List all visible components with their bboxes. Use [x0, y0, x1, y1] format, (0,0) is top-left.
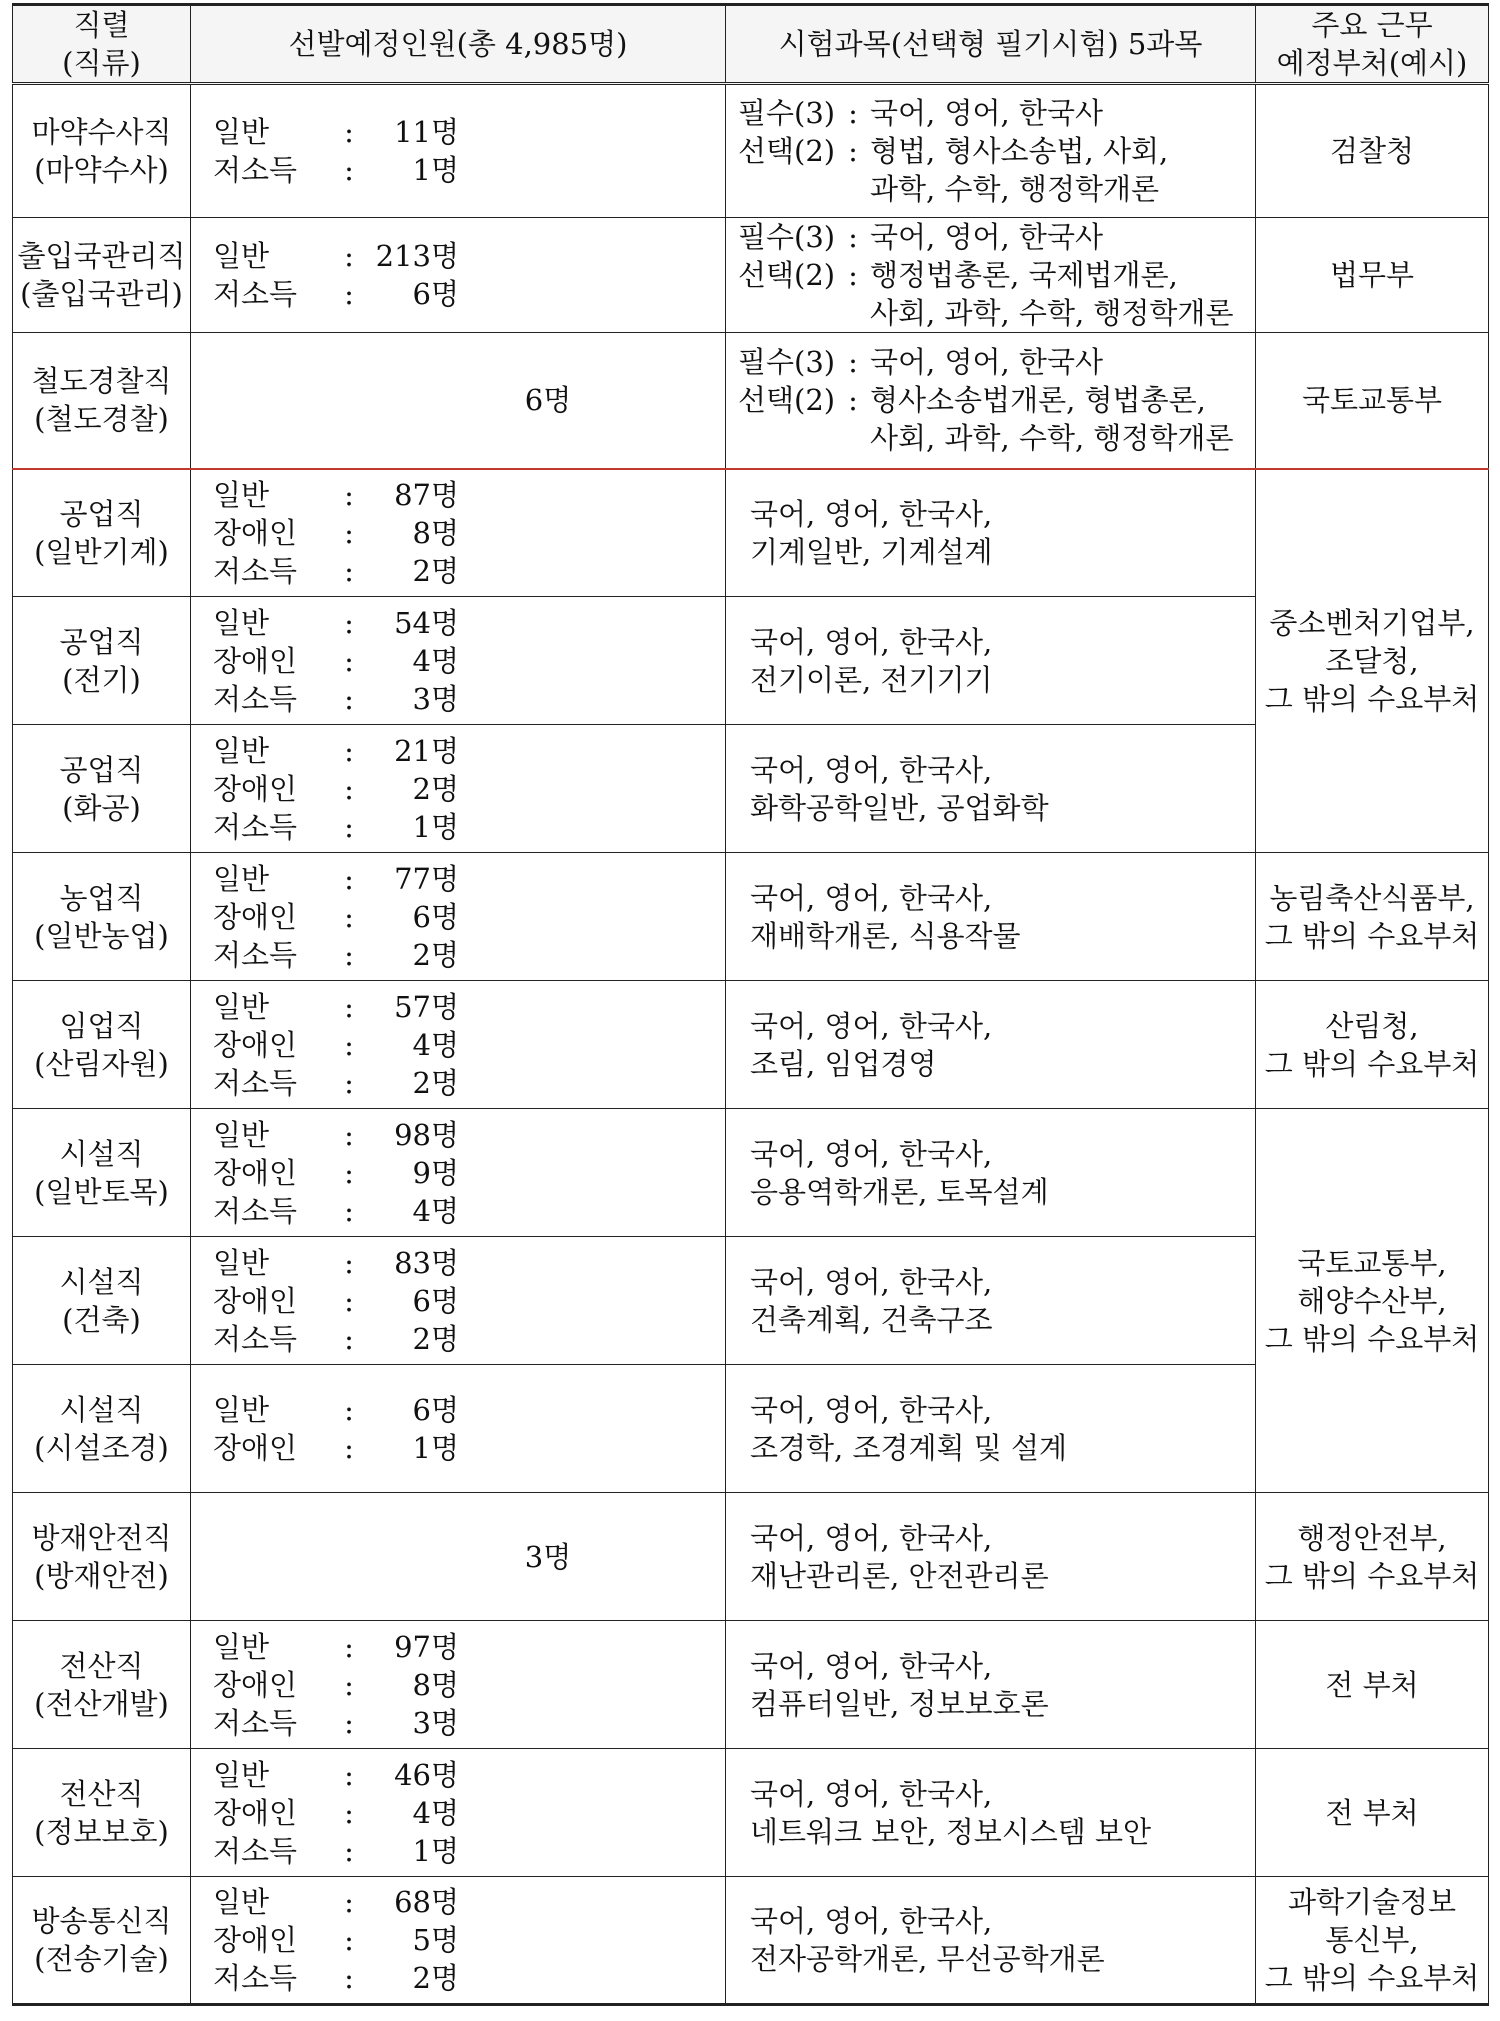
quota-lowincome: 저소득 : 3명 — [213, 681, 459, 716]
quota-cell — [191, 981, 726, 1109]
job-cell — [13, 981, 191, 1109]
job-cell — [13, 1877, 191, 2005]
subjects-line: 전기이론, 전기기기 — [750, 662, 993, 697]
table-row — [13, 218, 1489, 333]
subjects-line: 재배학개론, 식용작물 — [750, 918, 1021, 953]
subjects-line: 국어, 영어, 한국사, — [750, 496, 993, 531]
dept-line: 법무부 — [1329, 258, 1415, 292]
quota-lowincome: 저소득 : 1명 — [213, 153, 459, 187]
quota-general: 일반 : 213명 — [213, 239, 459, 273]
dept-line: 국토교통부 — [1301, 383, 1443, 418]
dept-line: 그 밖의 수요부처 — [1264, 1558, 1480, 1593]
quota-disabled: 장애인 : 8명 — [213, 515, 459, 550]
quota-disabled: 장애인 : 9명 — [213, 1155, 459, 1190]
subjects-cell — [726, 725, 1256, 853]
header-dept — [1256, 5, 1489, 84]
quota-disabled: 장애인 : 5명 — [213, 1923, 459, 1957]
subjects-line: 국어, 영어, 한국사, — [750, 752, 993, 787]
quota-general: 일반 : 97명 — [213, 1629, 459, 1664]
quota-disabled: 장애인 : 1명 — [213, 1430, 459, 1465]
quota-cell — [191, 1493, 726, 1621]
job-subname: (철도경찰) — [34, 402, 169, 437]
dept-cell — [1256, 1621, 1489, 1749]
job-cell — [13, 725, 191, 853]
job-name: 시설직 — [59, 1136, 144, 1171]
job-name: 방재안전직 — [31, 1520, 172, 1555]
dept-line: 국토교통부, — [1297, 1245, 1447, 1280]
quota-disabled: 장애인 : 4명 — [213, 643, 459, 678]
table-row — [13, 333, 1489, 469]
quota-lowincome: 저소득 : 4명 — [213, 1193, 459, 1228]
dept-cell — [1256, 469, 1489, 853]
job-cell — [13, 469, 191, 597]
quota-general: 일반 : 83명 — [213, 1245, 459, 1280]
job-cell — [13, 1109, 191, 1237]
quota-lowincome: 저소득 : 2명 — [213, 1961, 459, 1995]
dept-line: 행정안전부, — [1297, 1520, 1447, 1555]
job-name: 전산직 — [59, 1776, 144, 1811]
quota-disabled: 장애인 : 2명 — [213, 771, 459, 806]
subjects-cell — [726, 981, 1256, 1109]
job-name: 철도경찰직 — [31, 364, 172, 399]
subjects-cell — [726, 1365, 1256, 1493]
quota-lowincome: 저소득 : 1명 — [213, 809, 459, 844]
dept-cell — [1256, 1749, 1489, 1877]
job-cell — [13, 1493, 191, 1621]
subjects-cell — [726, 333, 1256, 469]
dept-line: 그 밖의 수요부처 — [1264, 1321, 1480, 1356]
subjects-line: 국어, 영어, 한국사, — [750, 1904, 993, 1938]
quota-cell — [191, 853, 726, 981]
dept-line: 과학기술정보 — [1287, 1885, 1457, 1919]
header-job — [13, 5, 191, 84]
quota-general: 일반 : 57명 — [213, 989, 459, 1024]
header-dept-line: 주요 근무 — [1311, 8, 1433, 42]
quota-cell — [191, 1877, 726, 2005]
table-row — [13, 1877, 1489, 2005]
job-name: 마약수사직 — [31, 115, 172, 149]
dept-line: 그 밖의 수요부처 — [1264, 1046, 1480, 1081]
recruitment-table — [12, 3, 1489, 2006]
table-row — [13, 1109, 1489, 1237]
quota-cell — [191, 333, 726, 469]
job-name: 전산직 — [59, 1648, 144, 1683]
dept-cell — [1256, 84, 1489, 218]
subjects-cell — [726, 853, 1256, 981]
dept-line: 그 밖의 수요부처 — [1264, 1961, 1480, 1995]
quota-disabled: 장애인 : 6명 — [213, 899, 459, 934]
job-name: 방송통신직 — [31, 1904, 172, 1938]
subjects-line: 기계일반, 기계설계 — [750, 534, 993, 569]
job-cell — [13, 597, 191, 725]
job-name: 공업직 — [59, 624, 144, 659]
subjects-required: 필수(3) : 국어, 영어, 한국사 — [738, 345, 1103, 380]
table-row — [13, 1493, 1489, 1621]
quota-total: 6명 — [524, 383, 572, 418]
header-dept-line: 예정부처(예시) — [1276, 46, 1468, 80]
quota-cell — [191, 597, 726, 725]
job-cell — [13, 1749, 191, 1877]
job-name: 출입국관리직 — [17, 239, 186, 273]
quota-general: 일반 : 46명 — [213, 1757, 459, 1792]
job-cell — [13, 1365, 191, 1493]
quota-general: 일반 : 77명 — [213, 861, 459, 896]
dept-line: 중소벤처기업부, — [1269, 605, 1475, 640]
quota-general: 일반 : 87명 — [213, 477, 459, 512]
job-subname: (일반토목) — [34, 1174, 169, 1209]
subjects-cell — [726, 84, 1256, 218]
subjects-line: 컴퓨터일반, 정보보호론 — [750, 1686, 1049, 1721]
job-subname: (방재안전) — [34, 1558, 169, 1593]
job-subname: (일반농업) — [34, 918, 169, 953]
job-name: 공업직 — [59, 496, 144, 531]
subjects-line: 조림, 임업경영 — [750, 1046, 937, 1081]
subjects-line: 국어, 영어, 한국사, — [750, 1648, 993, 1683]
dept-line: 해양수산부, — [1297, 1283, 1447, 1318]
quota-cell — [191, 1749, 726, 1877]
subjects-required: 필수(3) : 국어, 영어, 한국사 — [738, 220, 1103, 254]
quota-lowincome: 저소득 : 1명 — [213, 1833, 459, 1868]
subjects-cell — [726, 1493, 1256, 1621]
quota-disabled: 장애인 : 8명 — [213, 1667, 459, 1702]
subjects-elective-cont: 과학, 수학, 행정학개론 — [870, 172, 1159, 206]
job-subname: (마약수사) — [34, 153, 169, 187]
subjects-line: 국어, 영어, 한국사, — [750, 1776, 993, 1811]
dept-line: 그 밖의 수요부처 — [1264, 681, 1480, 716]
subjects-line: 네트워크 보안, 정보시스템 보안 — [750, 1814, 1152, 1849]
header-job-line: 직렬 — [73, 8, 130, 42]
dept-line: 산림청, — [1325, 1008, 1419, 1043]
job-subname: (전송기술) — [34, 1942, 169, 1976]
subjects-line: 조경학, 조경계획 및 설계 — [750, 1430, 1068, 1465]
job-subname: (산림자원) — [34, 1046, 169, 1081]
dept-cell — [1256, 1109, 1489, 1493]
subjects-cell — [726, 1749, 1256, 1877]
job-subname: (정보보호) — [34, 1814, 169, 1849]
subjects-line: 전자공학개론, 무선공학개론 — [750, 1942, 1105, 1976]
subjects-line: 국어, 영어, 한국사, — [750, 1136, 993, 1171]
quota-general: 일반 : 11명 — [213, 115, 459, 149]
job-subname: (시설조경) — [34, 1430, 169, 1465]
header-subjects: 시험과목(선택형 필기시험) 5과목 — [726, 5, 1256, 84]
quota-general: 일반 : 54명 — [213, 605, 459, 640]
subjects-elective: 선택(2) : 형법, 형사소송법, 사회, — [738, 134, 1169, 168]
quota-cell — [191, 1109, 726, 1237]
subjects-line: 건축계획, 건축구조 — [750, 1302, 993, 1337]
quota-disabled: 장애인 : 4명 — [213, 1027, 459, 1062]
subjects-cell — [726, 469, 1256, 597]
quota-cell — [191, 469, 726, 597]
table-row — [13, 1749, 1489, 1877]
job-cell — [13, 84, 191, 218]
dept-cell — [1256, 218, 1489, 333]
header-row — [13, 5, 1489, 84]
subjects-cell — [726, 1237, 1256, 1365]
quota-lowincome: 저소득 : 2명 — [213, 1065, 459, 1100]
job-name: 시설직 — [59, 1264, 144, 1299]
dept-cell — [1256, 853, 1489, 981]
job-name: 임업직 — [59, 1008, 144, 1043]
subjects-cell — [726, 597, 1256, 725]
dept-line: 그 밖의 수요부처 — [1264, 918, 1480, 953]
dept-cell — [1256, 333, 1489, 469]
job-cell — [13, 1237, 191, 1365]
quota-cell — [191, 1365, 726, 1493]
job-name: 시설직 — [59, 1392, 144, 1427]
table-row — [13, 84, 1489, 218]
quota-cell — [191, 1237, 726, 1365]
dept-cell — [1256, 1877, 1489, 2005]
job-cell — [13, 333, 191, 469]
quota-general: 일반 : 68명 — [213, 1885, 459, 1919]
subjects-elective-cont: 사회, 과학, 수학, 행정학개론 — [870, 421, 1234, 456]
header-quota: 선발예정인원(총 4,985명) — [191, 5, 726, 84]
quota-general: 일반 : 21명 — [213, 733, 459, 768]
job-cell — [13, 1621, 191, 1749]
quota-cell — [191, 218, 726, 333]
table-row — [13, 853, 1489, 981]
subjects-line: 국어, 영어, 한국사, — [750, 880, 993, 915]
quota-total: 3명 — [524, 1539, 572, 1574]
subjects-elective-cont: 사회, 과학, 수학, 행정학개론 — [870, 296, 1234, 330]
quota-disabled: 장애인 : 6명 — [213, 1283, 459, 1318]
subjects-cell — [726, 1109, 1256, 1237]
subjects-cell — [726, 218, 1256, 333]
quota-general: 일반 : 98명 — [213, 1117, 459, 1152]
dept-line: 전 부처 — [1325, 1795, 1419, 1830]
dept-line: 조달청, — [1325, 643, 1419, 678]
subjects-required: 필수(3) : 국어, 영어, 한국사 — [738, 96, 1103, 130]
dept-line: 전 부처 — [1325, 1667, 1419, 1702]
quota-lowincome: 저소득 : 2명 — [213, 937, 459, 972]
dept-cell — [1256, 981, 1489, 1109]
subjects-line: 재난관리론, 안전관리론 — [750, 1558, 1049, 1593]
quota-cell — [191, 725, 726, 853]
job-subname: (일반기계) — [34, 534, 169, 569]
job-subname: (화공) — [62, 790, 141, 825]
table-row — [13, 1621, 1489, 1749]
quota-lowincome: 저소득 : 6명 — [213, 277, 459, 311]
subjects-cell — [726, 1877, 1256, 2005]
header-job-line: (직류) — [62, 46, 141, 80]
dept-line: 검찰청 — [1329, 134, 1415, 168]
job-cell — [13, 853, 191, 981]
quota-general: 일반 : 6명 — [213, 1392, 459, 1427]
quota-lowincome: 저소득 : 2명 — [213, 553, 459, 588]
subjects-line: 국어, 영어, 한국사, — [750, 1264, 993, 1299]
subjects-line: 국어, 영어, 한국사, — [750, 1008, 993, 1043]
table-row — [13, 469, 1489, 597]
job-cell — [13, 218, 191, 333]
subjects-line: 국어, 영어, 한국사, — [750, 1520, 993, 1555]
quota-disabled: 장애인 : 4명 — [213, 1795, 459, 1830]
job-subname: (전기) — [62, 662, 141, 697]
job-subname: (건축) — [62, 1302, 141, 1337]
job-name: 공업직 — [59, 752, 144, 787]
subjects-line: 국어, 영어, 한국사, — [750, 1392, 993, 1427]
job-name: 농업직 — [59, 880, 144, 915]
subjects-line: 국어, 영어, 한국사, — [750, 624, 993, 659]
subjects-line: 화학공학일반, 공업화학 — [750, 790, 1049, 825]
subjects-elective: 선택(2) : 행정법총론, 국제법개론, — [738, 258, 1178, 292]
subjects-elective: 선택(2) : 형사소송법개론, 형법총론, — [738, 383, 1206, 418]
job-subname: (출입국관리) — [20, 277, 183, 311]
dept-line: 통신부, — [1325, 1923, 1419, 1957]
table-row — [13, 981, 1489, 1109]
subjects-line: 응용역학개론, 토목설계 — [750, 1174, 1049, 1209]
dept-cell — [1256, 1493, 1489, 1621]
job-subname: (전산개발) — [34, 1686, 169, 1721]
dept-line: 농림축산식품부, — [1269, 880, 1475, 915]
quota-lowincome: 저소득 : 2명 — [213, 1321, 459, 1356]
quota-cell — [191, 84, 726, 218]
quota-cell — [191, 1621, 726, 1749]
quota-lowincome: 저소득 : 3명 — [213, 1705, 459, 1740]
subjects-cell — [726, 1621, 1256, 1749]
